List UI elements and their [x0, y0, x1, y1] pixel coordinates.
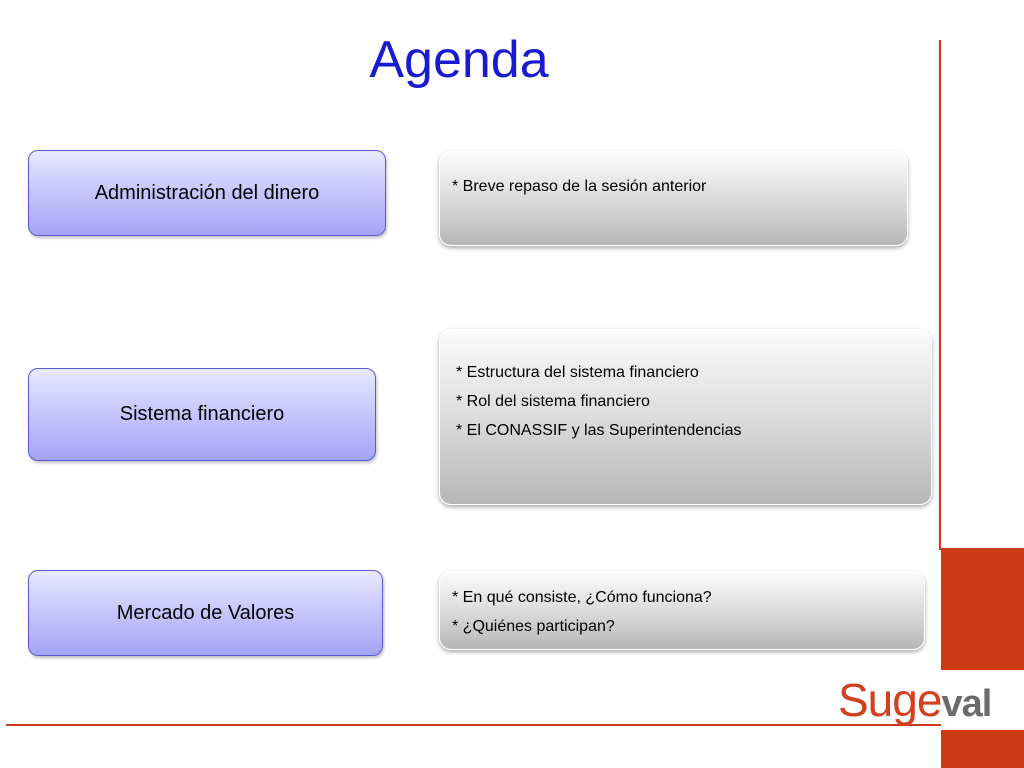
- detail-box-mercado-de-valores: [439, 571, 925, 650]
- logo-text-suge: Suge: [838, 674, 942, 726]
- horizontal-divider: [6, 724, 941, 726]
- vertical-divider: [939, 40, 941, 550]
- detail-box-administracion: [439, 151, 908, 246]
- topic-label: Mercado de Valores: [116, 601, 295, 624]
- detail-item: * El CONASSIF y las Superintendencias: [456, 422, 742, 439]
- topic-label: Sistema financiero: [119, 403, 285, 425]
- detail-box-sistema-financiero: [439, 329, 932, 505]
- topic-box-mercado-de-valores: [28, 570, 383, 656]
- detail-item: * Rol del sistema financiero: [456, 393, 650, 410]
- detail-item: * ¿Quiénes participan?: [452, 618, 615, 635]
- detail-item: * Estructura del sistema financiero: [456, 364, 699, 381]
- detail-item: * Breve repaso de la sesión anterior: [452, 178, 707, 195]
- slide-title: Agenda: [369, 31, 549, 89]
- logo-text-val: val: [941, 683, 992, 725]
- sugeval-logo: [838, 672, 991, 732]
- topic-label: Administración del dinero: [94, 181, 320, 204]
- topic-box-administracion: [28, 150, 386, 236]
- accent-block: [941, 548, 1024, 768]
- topic-box-sistema-financiero: [28, 368, 376, 461]
- detail-item: * En qué consiste, ¿Cómo funciona?: [452, 589, 712, 606]
